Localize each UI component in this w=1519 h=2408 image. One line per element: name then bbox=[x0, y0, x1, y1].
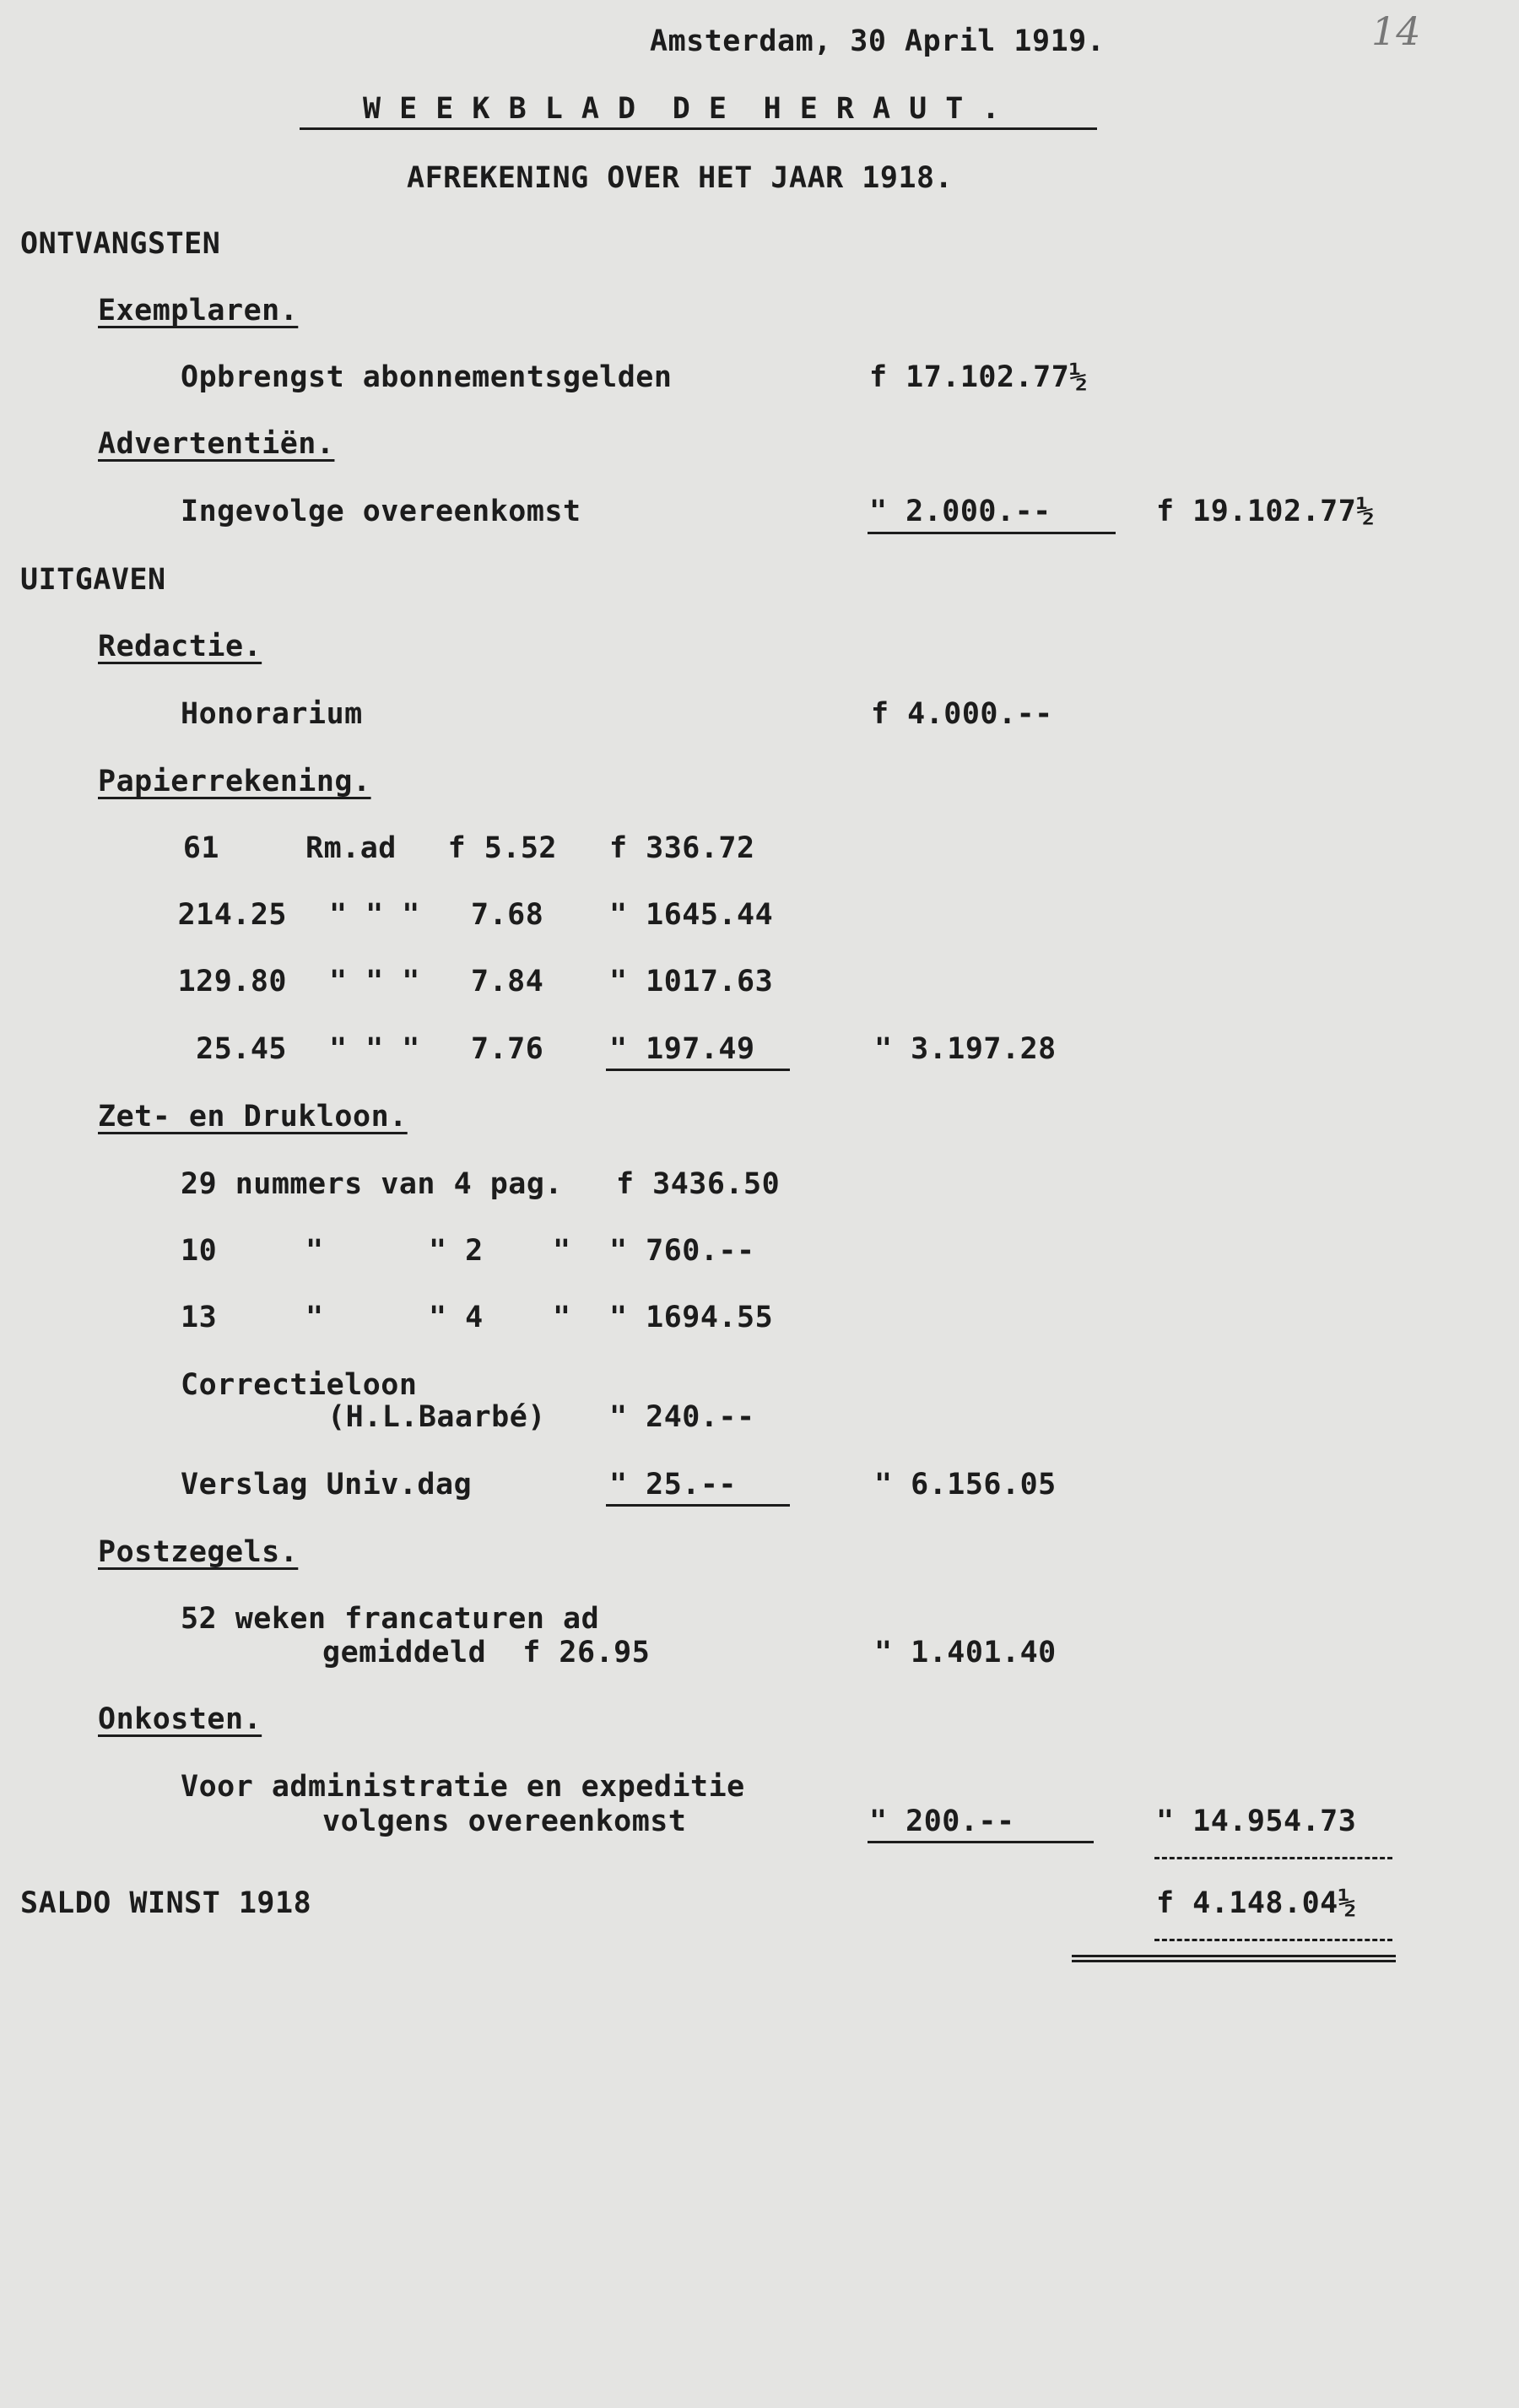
redactie-label: Honorarium bbox=[181, 697, 363, 731]
income-total: f 19.102.77½ bbox=[1156, 495, 1375, 528]
saldo-rule-double-top bbox=[1072, 1955, 1396, 1957]
drukloon-amount: f 3436.50 bbox=[616, 1167, 781, 1201]
verslag-label: Verslag Univ.dag bbox=[181, 1468, 473, 1502]
papier-amount: f 336.72 bbox=[609, 831, 755, 865]
correctie-name: (H.L.Baarbé) bbox=[327, 1400, 546, 1434]
redactie-amount: f 4.000.-- bbox=[871, 697, 1053, 731]
drukloon-ditto: " bbox=[553, 1234, 571, 1268]
drukloon-count: 10 bbox=[181, 1234, 218, 1268]
expenses-subtotal-rule bbox=[868, 1841, 1094, 1843]
drukloon-count: 13 bbox=[181, 1301, 218, 1334]
exemplaren-label: Opbrengst abonnementsgelden bbox=[181, 360, 673, 394]
drukloon-heading: Zet- en Drukloon. bbox=[98, 1100, 408, 1134]
drukloon-count: 29 nummers van 4 pag. bbox=[181, 1167, 564, 1201]
papier-qty: 214.25 bbox=[177, 898, 287, 932]
expenses-total: " 14.954.73 bbox=[1156, 1805, 1357, 1838]
drukloon-ditto: " bbox=[305, 1234, 324, 1268]
verslag-amount: " 25.-- bbox=[609, 1468, 738, 1502]
drukloon-ditto: " bbox=[305, 1301, 324, 1334]
exemplaren-heading: Exemplaren. bbox=[98, 294, 299, 327]
saldo-amount: f 4.148.04½ bbox=[1156, 1886, 1357, 1920]
saldo-rule-dashed bbox=[1154, 1939, 1392, 1941]
postzegels-heading: Postzegels. bbox=[98, 1535, 299, 1569]
postzegels-label-2: gemiddeld f 26.95 bbox=[322, 1636, 651, 1669]
document-title: W E E K B L A D D E H E R A U T . bbox=[363, 92, 1001, 126]
papier-amount: " 197.49 bbox=[609, 1032, 755, 1066]
onkosten-label-2: volgens overeenkomst bbox=[322, 1805, 687, 1838]
papier-qty: 25.45 bbox=[196, 1032, 287, 1066]
saldo-rule-double-bottom bbox=[1072, 1960, 1396, 1962]
correctie-label: Correctieloon bbox=[181, 1368, 418, 1402]
advertenties-label: Ingevolge overeenkomst bbox=[181, 495, 581, 528]
drukloon-total: " 6.156.05 bbox=[874, 1468, 1057, 1502]
papier-unit: " " " bbox=[329, 965, 420, 998]
drukloon-amount: " 1694.55 bbox=[609, 1301, 774, 1334]
papier-rate: f 5.52 bbox=[447, 831, 557, 865]
papier-qty: 61 bbox=[182, 831, 219, 865]
papier-unit: Rm.ad bbox=[305, 831, 397, 865]
expenses-total-rule bbox=[1154, 1857, 1392, 1859]
drukloon-pages: " 4 bbox=[429, 1301, 484, 1334]
saldo-label: SALDO WINST 1918 bbox=[20, 1886, 312, 1920]
income-heading: ONTVANGSTEN bbox=[20, 227, 221, 261]
papier-unit: " " " bbox=[329, 1032, 420, 1066]
onkosten-heading: Onkosten. bbox=[98, 1702, 262, 1736]
papier-heading: Papierrekening. bbox=[98, 765, 371, 798]
advertenties-heading: Advertentiën. bbox=[98, 427, 335, 461]
title-underline bbox=[300, 127, 1097, 130]
postzegels-amount: " 1.401.40 bbox=[874, 1636, 1057, 1669]
papier-total: " 3.197.28 bbox=[874, 1032, 1057, 1066]
advertenties-amount: " 2.000.-- bbox=[869, 495, 1051, 528]
income-subtotal-rule bbox=[868, 532, 1116, 534]
papier-amount: " 1017.63 bbox=[609, 965, 774, 998]
papier-amount: " 1645.44 bbox=[609, 898, 774, 932]
drukloon-amount: " 760.-- bbox=[609, 1234, 755, 1268]
drukloon-pages: " 2 bbox=[429, 1234, 484, 1268]
papier-rate: 7.68 bbox=[471, 898, 544, 932]
correctie-amount: " 240.-- bbox=[609, 1400, 755, 1434]
onkosten-label: Voor administratie en expeditie bbox=[181, 1770, 745, 1804]
drukloon-subtotal-rule bbox=[606, 1504, 790, 1507]
papier-qty: 129.80 bbox=[177, 965, 287, 998]
document-subtitle: AFREKENING OVER HET JAAR 1918. bbox=[407, 161, 954, 195]
papier-rate: 7.76 bbox=[471, 1032, 544, 1066]
papier-subtotal-rule bbox=[606, 1069, 790, 1071]
redactie-heading: Redactie. bbox=[98, 630, 262, 663]
expenses-heading: UITGAVEN bbox=[20, 563, 166, 597]
page-number: 14 bbox=[1371, 8, 1421, 54]
exemplaren-amount: f 17.102.77½ bbox=[869, 360, 1088, 394]
papier-unit: " " " bbox=[329, 898, 420, 932]
onkosten-amount: " 200.-- bbox=[869, 1805, 1015, 1838]
place-date: Amsterdam, 30 April 1919. bbox=[650, 24, 1105, 58]
postzegels-label: 52 weken francaturen ad bbox=[181, 1602, 600, 1636]
drukloon-ditto: " bbox=[553, 1301, 571, 1334]
papier-rate: 7.84 bbox=[471, 965, 544, 998]
